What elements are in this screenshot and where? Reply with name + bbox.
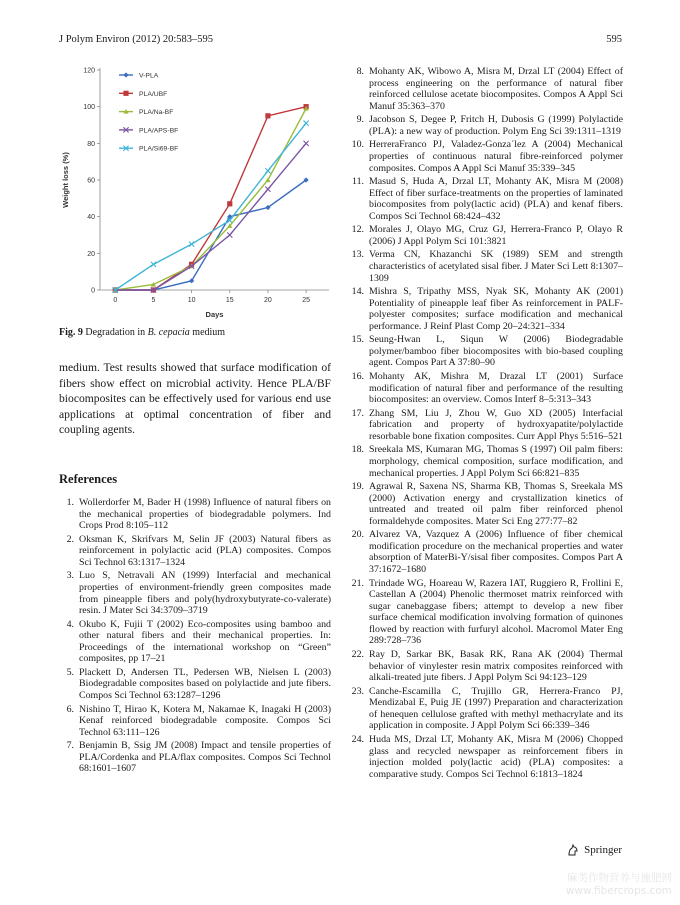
- reference-number: 2.: [66, 533, 74, 545]
- reference-number: 14.: [351, 286, 364, 298]
- reference-text: Wollerdorfer M, Bader H (1998) Influence of natural fibers on the mechanical properties of biodegradable polymers. Ind Crops Prod 8:105–112: [79, 497, 331, 532]
- reference-text: Jacobson S, Degee P, Fritch H, Dubosis G (1999) Polylactide (PLA): a new way of production. Polym Eng Sci 39:1311–1319: [369, 114, 623, 137]
- reference-number: 12.: [351, 224, 364, 236]
- data-point: [265, 177, 270, 182]
- reference-item: [349, 578, 623, 648]
- data-point: [227, 201, 232, 206]
- reference-number: 4.: [66, 618, 74, 630]
- reference-text: Morales J, Olayo MG, Cruz GJ, Herrera-Franco P, Olayo R (2006) J Appl Polym Sci 101:3821: [369, 224, 623, 247]
- reference-item: [349, 286, 623, 332]
- site-watermark: [566, 872, 672, 898]
- reference-list-left: [59, 497, 331, 777]
- reference-text: Mohanty AK, Mishra M, Drazal LT (2001) Surface modification of natural fiber and performance of the resulting biocomposites: an overview. Comos Interf 8–5:313–343: [369, 370, 623, 406]
- reference-text: Seung-Hwan L, Siqun W (2006) Biodegradable polymer/bamboo fiber biocomposites with bio-based coupling agent. Compos Part A 37:80–90: [369, 334, 623, 369]
- legend-marker: [123, 72, 128, 77]
- y-tick-label: 40: [87, 214, 95, 222]
- legend-label: PLA/APS-BF: [139, 127, 179, 135]
- reference-item: [59, 740, 331, 775]
- reference-number: 8.: [356, 66, 364, 77]
- reference-number: 13.: [351, 249, 364, 261]
- reference-text: Sreekala MS, Kumaran MG, Thomas S (1997) Oil palm fibers: morphology, chemical composition, surface modification, and mechanical properties. J Appl Polym Sci 66:821–835: [369, 444, 623, 479]
- reference-number: 18.: [351, 444, 364, 456]
- y-tick-label: 0: [91, 287, 95, 295]
- x-tick-label: 20: [264, 297, 272, 304]
- reference-text: Mohanty AK, Wibowo A, Misra M, Drzal LT (2004) Effect of process engineering on the performance of natural fiber reinforced cellulose acetate biocomposites. Compos A Appl Sci Manuf 35:363–370: [369, 66, 623, 112]
- figure-caption: [59, 327, 225, 338]
- legend-label: PLA/UBF: [139, 90, 168, 98]
- reference-number: 15.: [351, 334, 364, 346]
- reference-text: Verma CN, Khazanchi SK (1989) SEM and strength characteristics of acetylated sisal fiber. J Mater Sci Lett 8:1307–1309: [369, 249, 623, 284]
- reference-text: Agrawal R, Saxena NS, Sharma KB, Thomas S, Sreekala MS (2000) Activation energy and crystallization kinetics of untreated and treated oil palm fiber reinforced phenol formaldehyde composites. Mater Sci Eng 277:77–82: [369, 480, 623, 527]
- reference-number: 9.: [356, 114, 364, 126]
- reference-item: [349, 334, 623, 369]
- page-number: 595: [606, 34, 622, 45]
- reference-number: 16.: [351, 370, 364, 382]
- x-axis-label: Days: [205, 310, 224, 319]
- reference-text: Zhang SM, Liu J, Zhou W, Guo XD (2005) Interfacial fabrication and property of hydroxyapatite/polylactide resorbable bone fixation composites. Curr Appl Phys 5:516–521: [369, 407, 623, 442]
- springer-horse-icon: [566, 843, 580, 857]
- reference-item: [59, 534, 331, 569]
- y-tick-label: 120: [83, 67, 95, 75]
- reference-number: 1.: [66, 497, 74, 508]
- reference-number: 6.: [66, 703, 74, 715]
- publisher-logo: [566, 843, 622, 857]
- reference-text: Canche-Escamilla C, Trujillo GR, Herrera-Franco PJ, Mendizabal E, Puig JE (1997) Preparation and characterization of henequen cellulose grafted with methyl methacrylate and its application in composite. J Appl Polym Sci 66:339–346: [369, 685, 623, 732]
- reference-text: Alvarez VA, Vazquez A (2006) Influence of fiber chemical modification procedure on the mechanical properties and water absorption of MaterBi-Y/sisal fiber composites. Compos Part A 37:1672–1680: [369, 529, 623, 576]
- reference-text: Huda MS, Drzal LT, Mohanty AK, Misra M (2006) Chopped glass and recycled newspaper as reinforcement fibers in injection molded poly(lactic acid) (PLA) composites: a comparative study. Compos Sci Technol 6:1813–1824: [369, 733, 623, 780]
- reference-item: [349, 529, 623, 575]
- legend-label: PLA/Si69-BF: [139, 145, 179, 153]
- reference-number: 3.: [66, 570, 74, 582]
- watermark-line-2: www.fibercrops.com: [565, 885, 672, 897]
- series-line-pla-na-bf: [115, 109, 306, 291]
- data-point: [304, 121, 309, 126]
- reference-text: HerreraFranco PJ, Valadez-Gonza´lez A (2004) Mechanical properties of continuous natural fibre-reinforced polymer composites. Compos A Appl Sci Manuf 35:339–345: [369, 139, 623, 174]
- reference-item: [349, 114, 623, 137]
- data-point: [304, 141, 309, 146]
- reference-item: [349, 249, 623, 284]
- reference-item: [349, 224, 623, 247]
- reference-list-right: [349, 66, 623, 782]
- legend-label: V-PLA: [139, 72, 159, 80]
- reference-text: Nishino T, Hirao K, Kotera M, Nakamae K, Inagaki H (2003) Kenaf reinforced biodegradable composite. Compos Sci Technol 63:111–126: [79, 703, 331, 738]
- reference-number: 20.: [351, 529, 364, 541]
- references-heading: References: [59, 472, 118, 486]
- degradation-line-chart: [59, 58, 331, 320]
- data-point: [265, 168, 270, 173]
- reference-text: Plackett D, Andersen TL, Pedersen WB, Nielsen L (2003) Biodegradable composites based on polylactide and jute fibers. Compos Sci Technol 63:1287–1296: [79, 666, 331, 702]
- running-header-journal: J Polym Environ (2012) 20:583–595: [59, 34, 213, 45]
- reference-number: 22.: [351, 648, 364, 660]
- reference-number: 5.: [66, 666, 74, 678]
- legend-label: PLA/Na-BF: [139, 109, 174, 117]
- figure-caption-text-pre: Degradation in: [85, 327, 148, 338]
- body-paragraph: medium. Test results showed that surface modification of fibers show effect on microbial activity. Hence PLA/BF biocomposites can be effectively used for various end use applications at optimal concentration of fiber and coupling agents.: [59, 361, 331, 437]
- y-tick-label: 60: [87, 177, 95, 185]
- reference-text: Oksman K, Skrifvars M, Selin JF (2003) Natural fibers as reinforcement in polylactic acid (PLA) composites. Compos Sci Technol 63:1317–1324: [79, 533, 331, 568]
- data-point: [227, 232, 232, 237]
- reference-item: [349, 139, 623, 174]
- x-tick-label: 5: [151, 297, 156, 304]
- reference-item: [59, 667, 331, 702]
- reference-text: Masud S, Huda A, Drzal LT, Mohanty AK, Misra M (2008) Effect of fiber surface-treatments on the properties of laminated biocomposites from poly(lactic acid) (PLA) and kenaf fibers. Compos Sci Technol 68:424–432: [369, 176, 623, 222]
- reference-item: [349, 734, 623, 780]
- y-tick-label: 100: [83, 104, 95, 112]
- reference-text: Ray D, Sarkar BK, Basak RK, Rana AK (2004) Thermal behavior of vinylester resin matrix composites reinforced with alkali-treated jute fibers. J Appl Polym Sci 94:123–129: [369, 648, 623, 684]
- reference-text: Mishra S, Tripathy MSS, Nyak SK, Mohanty AK (2001) Potentiality of pineapple leaf fiber As reinforcement in PALF-polyester composites; surface modification and mechanical performance. J Reinf Plast Comp 20–24:321–334: [369, 286, 623, 332]
- y-axis-label: Weight loss (%): [61, 152, 70, 208]
- figure-caption-organism: B. cepacia: [147, 327, 190, 338]
- reference-text: Benjamin B, Ssig JM (2008) Impact and tensile properties of PLA/Cordenka and PLA/flax composites. Compos Sci Technol 68:1601–1607: [79, 740, 331, 775]
- figure-9-chart: [59, 58, 331, 320]
- reference-number: 24.: [351, 733, 364, 745]
- reference-text: Trindade WG, Hoareau W, Razera IAT, Ruggiero R, Frollini E, Castellan A (2004) Phenolic thermoset matrix reinforced with sugar canebaggase fibers; attempt to develop a new fiber surface chemical modification involving formation of quinones flowed by reaction with furfuryl alcohol. Macromol Mater Eng 289:728–736: [369, 577, 623, 647]
- reference-number: 21.: [351, 577, 364, 589]
- figure-caption-text-post: medium: [189, 327, 226, 338]
- reference-item: [349, 408, 623, 443]
- reference-number: 23.: [351, 685, 364, 697]
- reference-item: [349, 176, 623, 222]
- y-tick-label: 80: [87, 140, 95, 148]
- x-tick-label: 0: [113, 297, 118, 304]
- data-point: [151, 262, 156, 267]
- reference-item: [59, 619, 331, 665]
- y-tick-label: 20: [87, 250, 95, 258]
- data-point: [265, 187, 270, 192]
- x-tick-label: 15: [225, 297, 234, 304]
- reference-number: 11.: [352, 176, 364, 188]
- reference-item: [59, 570, 331, 616]
- reference-item: [349, 371, 623, 406]
- watermark-line-1: 麻类作物营养与施肥网: [567, 872, 672, 884]
- reference-number: 19.: [351, 480, 364, 492]
- reference-number: 17.: [351, 407, 364, 419]
- reference-item: [349, 444, 623, 479]
- data-point: [189, 242, 194, 247]
- reference-item: [349, 481, 623, 527]
- reference-number: 10.: [351, 139, 364, 151]
- data-point: [265, 113, 270, 118]
- series-line-pla-aps-bf: [115, 143, 306, 290]
- reference-item: [59, 704, 331, 739]
- x-tick-label: 10: [187, 297, 196, 304]
- publisher-name: Springer: [584, 844, 622, 856]
- reference-item: [349, 686, 623, 732]
- reference-item: [59, 497, 331, 532]
- figure-caption-label: Fig. 9: [59, 327, 83, 338]
- x-tick-label: 25: [302, 297, 310, 304]
- legend-marker: [123, 91, 128, 96]
- reference-item: [349, 66, 623, 112]
- reference-text: Okubo K, Fujii T (2002) Eco-composites using bamboo and other natural fibers and their mechanical properties. In: Proceedings of the international workshop on “Green” composites, pp 17–21: [79, 618, 331, 665]
- reference-item: [349, 649, 623, 684]
- reference-text: Luo S, Netravali AN (1999) Interfacial and mechanical properties of environment-friendly green composites made from pineapple fibers and poly(hydroxybutyrate-co-valerate) resin. J Mater Sci 34:3709–3719: [79, 570, 331, 617]
- reference-number: 7.: [66, 740, 74, 752]
